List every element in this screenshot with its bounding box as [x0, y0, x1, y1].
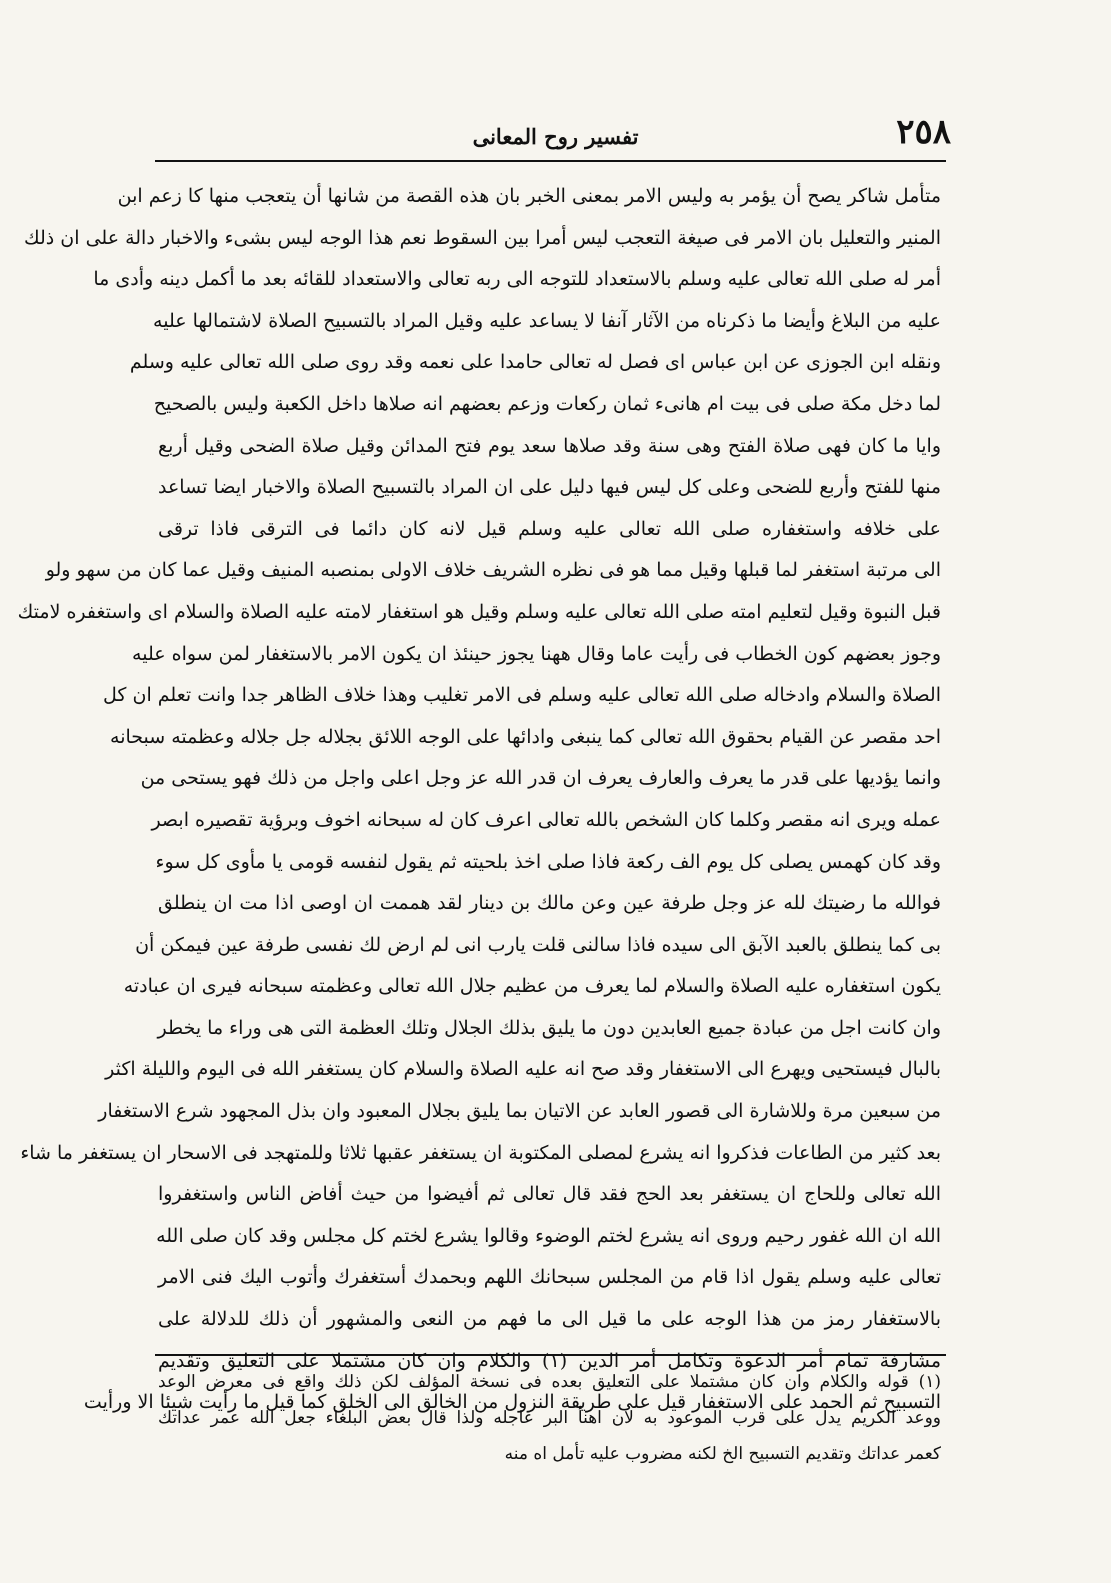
text-line: الله تعالى وللحاج ان يستغفر بعد الحج فقد قال تعالى ثم أفيضوا من حيث أفاض الناس واستغفروا	[158, 1183, 941, 1206]
text-line: احد مقصر عن القيام بحقوق الله تعالى كما ينبغى وادائها على الوجه اللائق بجلاله جل جلاله وعظمته سبحانه	[110, 725, 941, 748]
text-line: عليه من البلاغ وأيضا ما ذكرناه من الآثار آنفا لا يساعد عليه وقيل المراد بالتسبيح الصلاة لاشتمالها عليه	[153, 309, 941, 332]
text-line: عمله ويرى انه مقصر وكلما كان الشخص بالله تعالى اعرف كان له سبحانه اخوف وبرؤية تقصيره ابصر	[151, 808, 941, 831]
text-line: المنير والتعليل بان الامر فى صيغة التعجب ليس أمرا بين السقوط نعم هذا الوجه ليس بشىء والاخبار دالة على ان ذلك	[24, 226, 941, 249]
text-line: وانما يؤديها على قدر ما يعرف والعارف يعرف ان قدر الله عز وجل اعلى واجل من ذلك فهو يستحى من	[140, 767, 941, 790]
text-line: مشارفة تمام أمر الدعوة وتكامل أمر الدين (١) والكلام وان كان مشتملا على التعليق وتقديم	[158, 1349, 941, 1372]
text-line: لما دخل مكة صلى فى بيت ام هانىء ثمان ركعات وزعم بعضهم انه صلاها داخل الكعبة وليس بالصحيح	[153, 392, 941, 415]
footnote-line: (١) قوله والكلام وان كان مشتملا على التعليق بعده فى نسخة المؤلف لكن ذلك واقع فى معرض الوعد	[158, 1372, 941, 1392]
footnote-line: ووعد الكريم يدل على قرب الموعود به لان اهنأ البر عاجله ولذا قال بعض البلغاء جعل الله عمر عداتك	[158, 1408, 941, 1428]
text-line: الى مرتبة استغفر لما قبلها وقيل مما هو فى نظره الشريف خلاف الاولى بمنصبه المنيف وقيل عما كان من سهو ولو	[45, 559, 941, 582]
main-text	[17, 176, 941, 1424]
text-line: تعالى عليه وسلم يقول اذا قام من المجلس سبحانك اللهم وبحمدك أستغفرك وأتوب اليك فنى الامر	[158, 1266, 941, 1289]
text-line: التسبيح ثم الحمد على الاستغفار قيل على طريقة النزول من الخالق الى الخلق كما قيل ما رأيت شيئا الا ورأيت	[83, 1391, 941, 1414]
text-line: يكون استغفاره عليه الصلاة والسلام لما يعرف من عظيم جلال الله تعالى وعظمته سبحانه فيرى ان عبادته	[123, 975, 941, 998]
footnote-line: كعمر عداتك وتقديم التسبيح الخ لكنه مضروب عليه تأمل اه منه	[504, 1444, 941, 1464]
text-line: الله ان الله غفور رحيم وروى انه يشرع لختم الوضوء وقالوا يشرع لختم كل مجلس وقد كان صلى الله	[156, 1224, 941, 1247]
text-line: من سبعين مرة وللاشارة الى قصور العابد عن الاتيان بما يليق بجلال المعبود وان بذل المجهود شرع الاستغفار	[98, 1100, 941, 1123]
text-line: على خلافه واستغفاره صلى الله تعالى عليه وسلم قيل لانه كان دائما فى الترقى فاذا ترقى	[158, 517, 941, 540]
text-line: قبل النبوة وقيل لتعليم امته صلى الله تعالى عليه وسلم وقيل هو استغفار لامته عليه الصلاة والسلام اى واستغفره لامتك	[17, 600, 941, 623]
text-line: متأمل شاكر يصح أن يؤمر به وليس الامر بمعنى الخبر بان هذه القصة من شانها أن يتعجب منها كا زعم ابن	[117, 185, 941, 207]
text-line: أمر له صلى الله تعالى عليه وسلم بالاستعداد للتوجه الى ربه تعالى والاستعداد للقائه بعد ما أكمل دينه وأدى ما	[93, 268, 941, 291]
text-line: بى كما ينطلق بالعبد الآبق الى سيده فاذا سالنى قلت يارب انى لم ارض لك نفسى طرفة عين فيمكن أن	[135, 933, 941, 956]
footnote-divider	[155, 1354, 946, 1356]
text-line: وايا ما كان فهى صلاة الفتح وهى سنة وقد صلاها سعد يوم فتح المدائن وقيل صلاة الضحى وقيل أربع	[158, 434, 941, 457]
footnotes	[83, 1364, 941, 1472]
header-divider	[155, 160, 946, 162]
text-line: بالاستغفار رمز من هذا الوجه على ما قيل الى ما فهم من النعى والمشهور أن ذلك للدلالة على	[158, 1308, 941, 1331]
running-title: تفسير روح المعانى	[472, 124, 639, 149]
text-line: فوالله ما رضيتك لله عز وجل طرفة عين وعن مالك بن دينار لقد هممت ان اوصى اذا مت ان ينطلق	[158, 892, 941, 915]
text-line: ونقله ابن الجوزى عن ابن عباس اى فصل له تعالى حامدا على نعمه وقد روى صلى الله تعالى عليه وسلم	[129, 351, 941, 374]
text-line: بعد كثير من الطاعات فذكروا انه يشرع لمصلى المكتوبة ان يستغفر عقبها ثلاثا وللمتهجد فى الاسحار ان يستغفر ما شاء	[20, 1141, 941, 1164]
page-number: ٢٥٨	[896, 112, 951, 152]
page-header	[160, 110, 951, 158]
text-line: منها للفتح وأربع للضحى وعلى كل ليس فيها دليل على ان المراد بالتسبيح الصلاة والاخبار ايضا تساعد	[158, 476, 941, 499]
text-line: وان كانت اجل من عبادة جميع العابدين دون ما يليق بذلك الجلال وتلك العظمة التى هى وراء ما يخطر	[157, 1016, 941, 1039]
text-line: الصلاة والسلام وادخاله صلى الله تعالى عليه وسلم فى الامر تغليب وهذا خلاف الظاهر جدا وانت تعلم ان كل	[103, 684, 941, 707]
text-line: وجوز بعضهم كون الخطاب فى رأيت عاما وقال ههنا يجوز حينئذ ان يكون الامر بالاستغفار لمن سواه عليه	[132, 642, 941, 665]
text-line: بالبال فيستحيى ويهرع الى الاستغفار وقد صح انه عليه الصلاة والسلام كان يستغفر الله فى اليوم والليلة اكثر	[105, 1058, 941, 1081]
text-line: وقد كان كهمس يصلى كل يوم الف ركعة فاذا صلى اخذ بلحيته ثم يقول لنفسه قومى يا مأوى كل سوء	[155, 850, 941, 873]
